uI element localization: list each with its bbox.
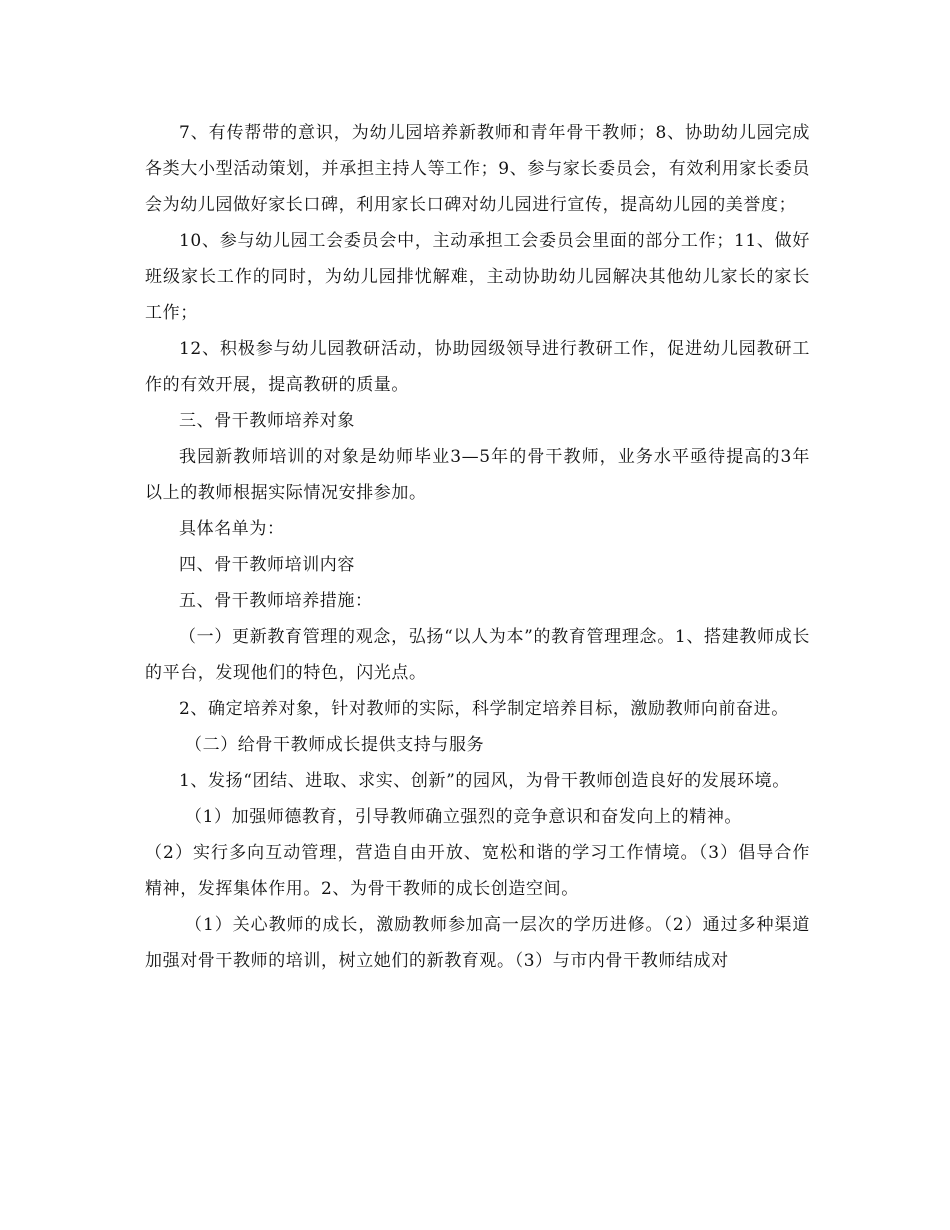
paragraph-measure-2-heading: （二）给骨干教师成长提供支持与服务 [185,735,485,755]
paragraph-item-12: 12、积极参与幼儿园教研活动，协助园级领导进行教研工作，促进幼儿园教研工作的有效开展，提高教研的质量。 [145,339,810,395]
paragraph-measure-2-1-1: （1）加强师德教育，引导教师确立强烈的竞争意识和奋发向上的精神。 [185,807,743,827]
paragraph-item-7-9: 7、有传帮带的意识，为幼儿园培养新教师和青年骨干教师；8、协助幼儿园完成各类大小型活动策划，并承担主持人等工作；9、参与家长委员会，有效利用家长委员会为幼儿园做好家长口碑，利用家长口碑对幼儿园进行宣传，提高幼儿园的美誉度； [145,123,810,215]
paragraph-measure-1: （一）更新教育管理的观念，弘扬“以人为本”的教育管理理念。1、搭建教师成长的平台，发现他们的特色，闪光点。 [145,627,810,683]
document-body [145,115,810,979]
paragraph-measure-2-1: 1、发扬“团结、进取、求实、创新”的园风，为骨干教师创造良好的发展环境。 [179,771,790,791]
paragraph-training-target: 我园新教师培训的对象是幼师毕业3—5年的骨干教师，业务水平亟待提高的3年以上的教师根据实际情况安排参加。 [145,447,810,503]
section-heading-3: 三、骨干教师培养对象 [179,411,355,431]
section-heading-4: 四、骨干教师培训内容 [179,555,355,575]
section-heading-5: 五、骨干教师培养措施： [179,591,373,611]
paragraph-measure-2-1-2: （2）实行多向互动管理，营造自由开放、宽松和谐的学习工作情境。（3）倡导合作精神，发挥集体作用。2、为骨干教师的成长创造空间。 [145,843,810,899]
paragraph-measure-1-2: 2、确定培养对象，针对教师的实际，科学制定培养目标，激励教师向前奋进。 [179,699,789,719]
paragraph-name-list: 具体名单为： [179,519,285,539]
paragraph-item-10-11: 10、参与幼儿园工会委员会中，主动承担工会委员会里面的部分工作；11、做好班级家长工作的同时，为幼儿园排忧解难，主动协助幼儿园解决其他幼儿家长的家长工作； [145,231,810,323]
paragraph-measure-2-2: （1）关心教师的成长，激励教师参加高一层次的学历进修。（2）通过多种渠道加强对骨干教师的培训，树立她们的新教育观。（3）与市内骨干教师结成对 [145,915,810,971]
